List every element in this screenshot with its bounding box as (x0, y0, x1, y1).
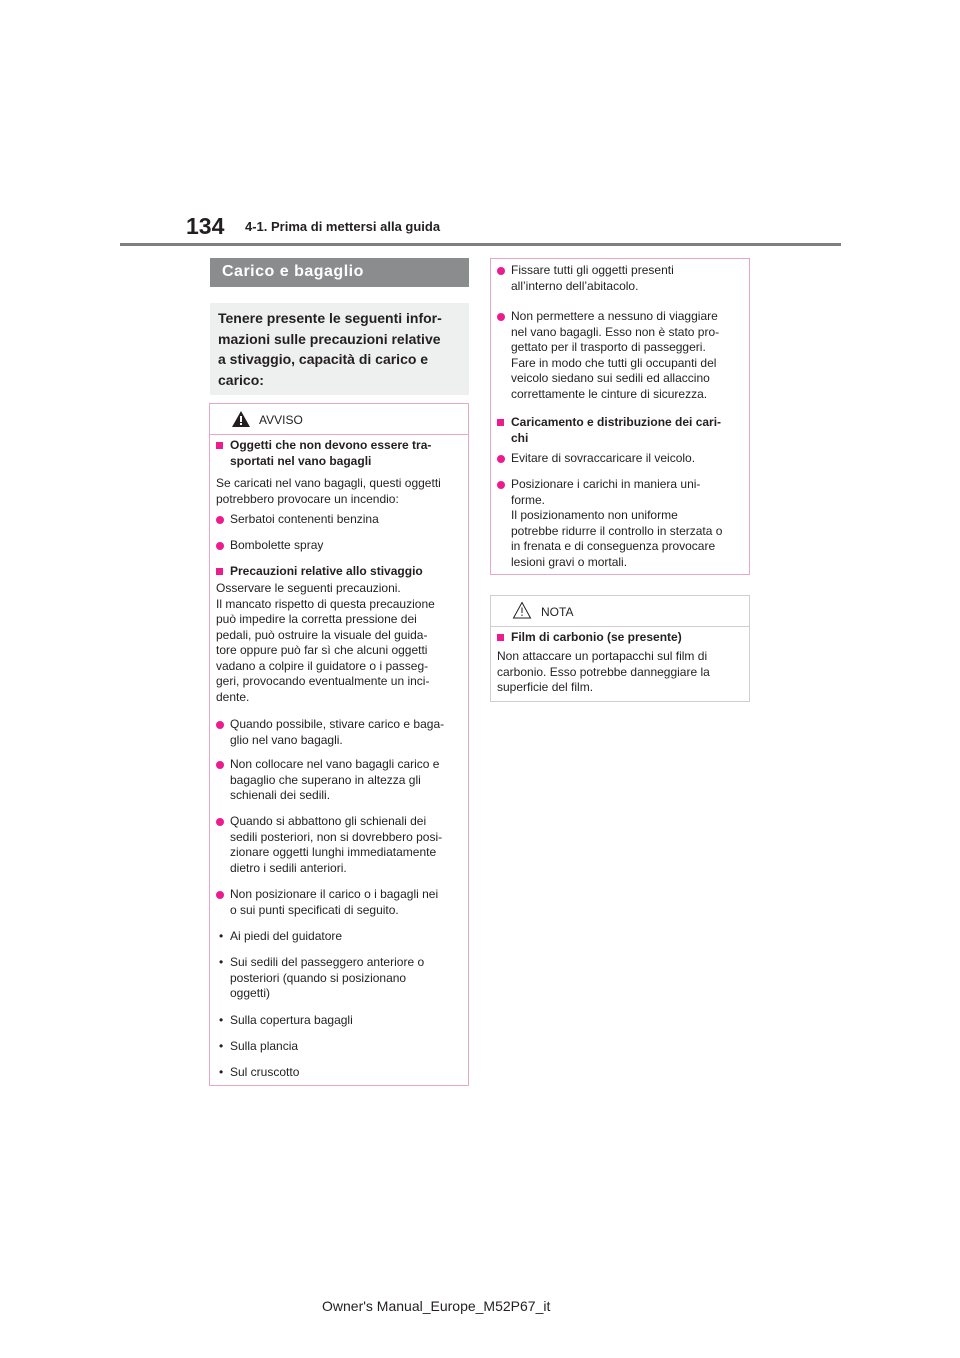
note-paragraph: superficie del film. (497, 680, 594, 694)
warning-paragraph: geri, provocando eventualmente un inci- (216, 674, 430, 688)
list-item: Non collocare nel vano bagagli carico e (230, 757, 440, 771)
sub-list-item: posteriori (quando si posizionano (230, 970, 407, 985)
warning-paragraph: potrebbero provocare un incendio: (216, 491, 399, 506)
list-item: schienali dei sedili. (230, 788, 331, 802)
header-divider (120, 243, 841, 246)
warning-heading: Precauzioni relative allo stivaggio (230, 564, 423, 578)
square-bullet-icon (497, 419, 504, 426)
list-item: Quando possibile, stivare carico e baga- (230, 717, 445, 731)
intro-line: mazioni sulle precauzioni relative (218, 330, 441, 347)
list-item: Fissare tutti gli oggetti presenti (511, 263, 674, 277)
list-item: lesioni gravi o mortali. (511, 554, 628, 569)
warning-heading: Caricamento e distribuzione dei cari- (511, 415, 722, 429)
note-paragraph: Non attaccare un portapacchi sul film di (497, 649, 708, 663)
list-item: correttamente le cinture di sicurezza. (511, 386, 708, 401)
square-bullet-icon (216, 568, 223, 575)
section-header: 4-1. Prima di mettersi alla guida (245, 219, 441, 234)
warning-paragraph: pedali, può ostruire la visuale del guida- (216, 627, 428, 642)
warning-heading: sportati nel vano bagagli (230, 453, 372, 468)
square-bullet-icon (497, 634, 504, 641)
dot-bullet-icon (497, 481, 505, 489)
sub-list-item: Sul cruscotto (230, 1065, 300, 1079)
page-title: Carico e bagaglio (210, 258, 469, 287)
list-item: Quando si abbattono gli schienali dei (230, 814, 427, 828)
dot-bullet-icon (216, 542, 224, 550)
list-item: Il posizionamento non uniforme (511, 508, 678, 522)
dot-bullet-icon (216, 818, 224, 826)
warning-paragraph: può impedire la corretta pressione dei (216, 612, 417, 626)
list-item: Bombolette spray (230, 538, 324, 552)
note-box (490, 595, 750, 702)
warning-continuation-box (490, 258, 750, 575)
list-item: Non permettere a nessuno di viaggiare (511, 309, 718, 323)
sub-bullet-icon: • (219, 955, 224, 969)
warning-paragraph: Osservare le seguenti precauzioni. (216, 581, 401, 595)
sub-bullet-icon: • (219, 1065, 224, 1079)
list-item: Evitare di sovraccaricare il veicolo. (511, 451, 696, 465)
dot-bullet-icon (497, 313, 505, 321)
list-item: Posizionare i carichi in maniera uni- (511, 477, 701, 491)
list-item: Non posizionare il carico o i bagagli nei (230, 887, 439, 901)
list-item: zionare oggetti lunghi immediatamente (230, 845, 437, 859)
warning-heading: Oggetti che non devono essere tra- (230, 438, 432, 452)
intro-line: a stivaggio, capacità di carico e (218, 351, 429, 367)
note-header (491, 596, 749, 627)
intro-line: Tenere presente le seguenti infor- (218, 310, 442, 326)
note-paragraph: carbonio. Esso potrebbe danneggiare la (497, 664, 710, 679)
list-item: Fare in modo che tutti gli occupanti del (511, 355, 717, 370)
warning-triangle-icon (231, 410, 251, 428)
list-item: in frenata e di conseguenza provocare (511, 539, 716, 553)
warning-paragraph: tore oppure può far sì che alcuni oggetti (216, 643, 428, 657)
warning-header (210, 404, 468, 435)
dot-bullet-icon (497, 267, 505, 275)
sub-list-item: oggetti) (230, 986, 271, 1000)
list-item: nel vano bagagli. Esso non è stato pro- (511, 324, 720, 339)
note-label: NOTA (541, 605, 574, 619)
dot-bullet-icon (216, 761, 224, 769)
list-item: bagaglio che superano in altezza gli (230, 772, 421, 787)
list-item: gettato per il trasporto di passeggeri. (511, 340, 706, 354)
dot-bullet-icon (497, 455, 505, 463)
sub-list-item: Sui sedili del passeggero anteriore o (230, 955, 425, 969)
intro-line: carico: (218, 371, 264, 388)
dot-bullet-icon (216, 891, 224, 899)
footer: Owner's Manual_Europe_M52P67_it (322, 1298, 551, 1314)
list-item: o sui punti specificati di seguito. (230, 902, 399, 917)
caution-triangle-icon (512, 601, 532, 619)
sub-list-item: Ai piedi del guidatore (230, 929, 343, 943)
list-item: sedili posteriori, non si dovrebbero posi- (230, 829, 443, 844)
warning-heading: chi (511, 430, 529, 445)
dot-bullet-icon (216, 721, 224, 729)
warning-label: AVVISO (259, 413, 303, 427)
list-item: glio nel vano bagagli. (230, 732, 343, 747)
warning-paragraph: dente. (216, 689, 250, 704)
sub-bullet-icon: • (219, 1013, 224, 1027)
intro-box (210, 303, 469, 395)
warning-paragraph: vadano a colpire il guidatore o i passeg- (216, 658, 429, 673)
list-item: veicolo siedano sui sedili ed allaccino (511, 371, 710, 385)
sub-list-item: Sulla copertura bagagli (230, 1013, 353, 1027)
page-number: 134 (186, 213, 225, 239)
list-item: all’interno dell’abitacolo. (511, 278, 639, 293)
warning-paragraph: Il mancato rispetto di questa precauzione (216, 596, 435, 611)
warning-box (209, 403, 469, 1086)
list-item: dietro i sedili anteriori. (230, 860, 347, 875)
list-item: potrebbe ridurre il controllo in sterzata o (511, 523, 723, 538)
list-item: Serbatoi contenenti benzina (230, 512, 379, 526)
sub-bullet-icon: • (219, 929, 224, 943)
list-item: forme. (511, 492, 546, 507)
square-bullet-icon (216, 442, 223, 449)
dot-bullet-icon (216, 516, 224, 524)
sub-bullet-icon: • (219, 1039, 224, 1053)
sub-list-item: Sulla plancia (230, 1039, 299, 1053)
note-heading: Film di carbonio (se presente) (511, 630, 682, 644)
warning-paragraph: Se caricati nel vano bagagli, questi oggetti (216, 476, 441, 490)
